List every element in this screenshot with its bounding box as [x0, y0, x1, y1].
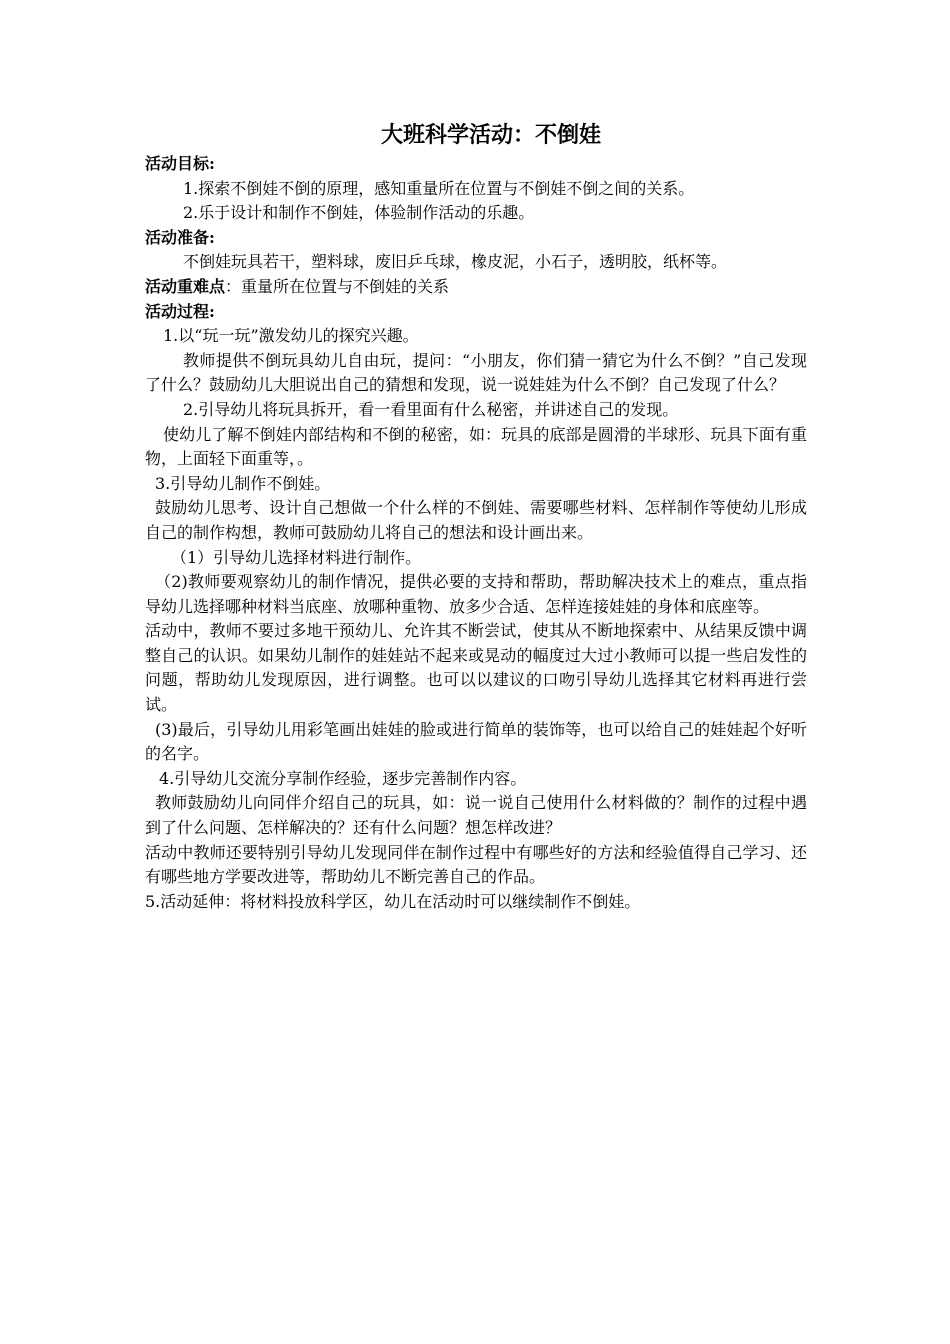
step-4-text-2: 活动中教师还要特别引导幼儿发现同伴在制作过程中有哪些好的方法和经验值得自己学习、还有哪些地方学要改进等，帮助幼儿不断完善自己的作品。 — [145, 842, 807, 887]
step-2-text: 使幼儿了解不倒娃内部结构和不倒的秘密，如：玩具的底部是圆滑的半球形、玩具下面有重物，上面轻下面重等，。 — [145, 424, 807, 469]
step-5: 5.活动延伸：将材料投放科学区，幼儿在活动时可以继续制作不倒娃。 — [145, 891, 641, 911]
document-page — [145, 118, 807, 914]
step-3-3: (3)最后，引导幼儿用彩笔画出娃娃的脸或进行简单的装饰等，也可以给自己的娃娃起个好听的名字。 — [145, 719, 807, 764]
process-heading: 活动过程: — [145, 301, 215, 321]
step-4-text: 教师鼓励幼儿向同伴介绍自己的玩具，如：说一说自己使用什么材料做的？制作的过程中遇到了什么问题、怎样解决的？还有什么问题？想怎样改进？ — [145, 793, 807, 838]
step-1: 1.以“玩一玩”激发幼儿的探究兴趣。 — [163, 326, 419, 346]
page-title: 大班科学活动：不倒娃 — [380, 122, 601, 148]
step-2: 2.引导幼儿将玩具拆开，看一看里面有什么秘密，并讲述自己的发现。 — [183, 399, 679, 419]
goals-heading: 活动目标: — [145, 154, 215, 173]
key-points — [145, 275, 807, 300]
step-3-1: （1）引导幼儿选择材料进行制作。 — [171, 547, 422, 567]
goal-2: 2.乐于设计和制作不倒娃，体验制作活动的乐趣。 — [183, 203, 535, 223]
step-1-text: 教师提供不倒玩具幼儿自由玩，提问：“小朋友，你们猜一猜它为什么不倒？”自己发现了什么？鼓励幼儿大胆说出自己的猜想和发现，说一说娃娃为什么不倒？自己发现了什么？ — [145, 350, 807, 395]
prep-text: 不倒娃玩具若干，塑料球，废旧乒乓球，橡皮泥，小石子，透明胶，纸杯等。 — [183, 252, 728, 272]
key-text: ：重量所在位置与不倒娃的关系 — [225, 276, 450, 296]
step-3-text: 鼓励幼儿思考、设计自己想做一个什么样的不倒娃、需要哪些材料、怎样制作等使幼儿形成自己的制作构想，教师可鼓励幼儿将自己的想法和设计画出来。 — [145, 498, 807, 542]
step-3-2-text: 活动中，教师不要过多地干预幼儿、允许其不断尝试，使其从不断地探索中、从结果反馈中调整自己的认识。如果幼儿制作的娃娃站不起来或晃动的幅度过大过小教师可以提一些启发性的问题，帮助幼儿发现原因，进行调整。也可以以建议的口吻引导幼儿选择其它材料再进行尝试。 — [145, 621, 807, 715]
step-4: 4.引导幼儿交流分享制作经验，逐步完善制作内容。 — [159, 768, 527, 788]
key-heading: 活动重难点 — [145, 276, 226, 296]
prep-heading: 活动准备: — [145, 227, 215, 247]
step-3: 3.引导幼儿制作不倒娃。 — [155, 473, 331, 493]
goal-1: 1.探索不倒娃不倒的原理，感知重量所在位置与不倒娃不倒之间的关系。 — [183, 178, 695, 198]
step-3-2: （2)教师要观察幼儿的制作情况，提供必要的支持和帮助，帮助解决技术上的难点，重点指导幼儿选择哪种材料当底座、放哪种重物、放多少合适、怎样连接娃娃的身体和底座等。 — [145, 572, 807, 616]
